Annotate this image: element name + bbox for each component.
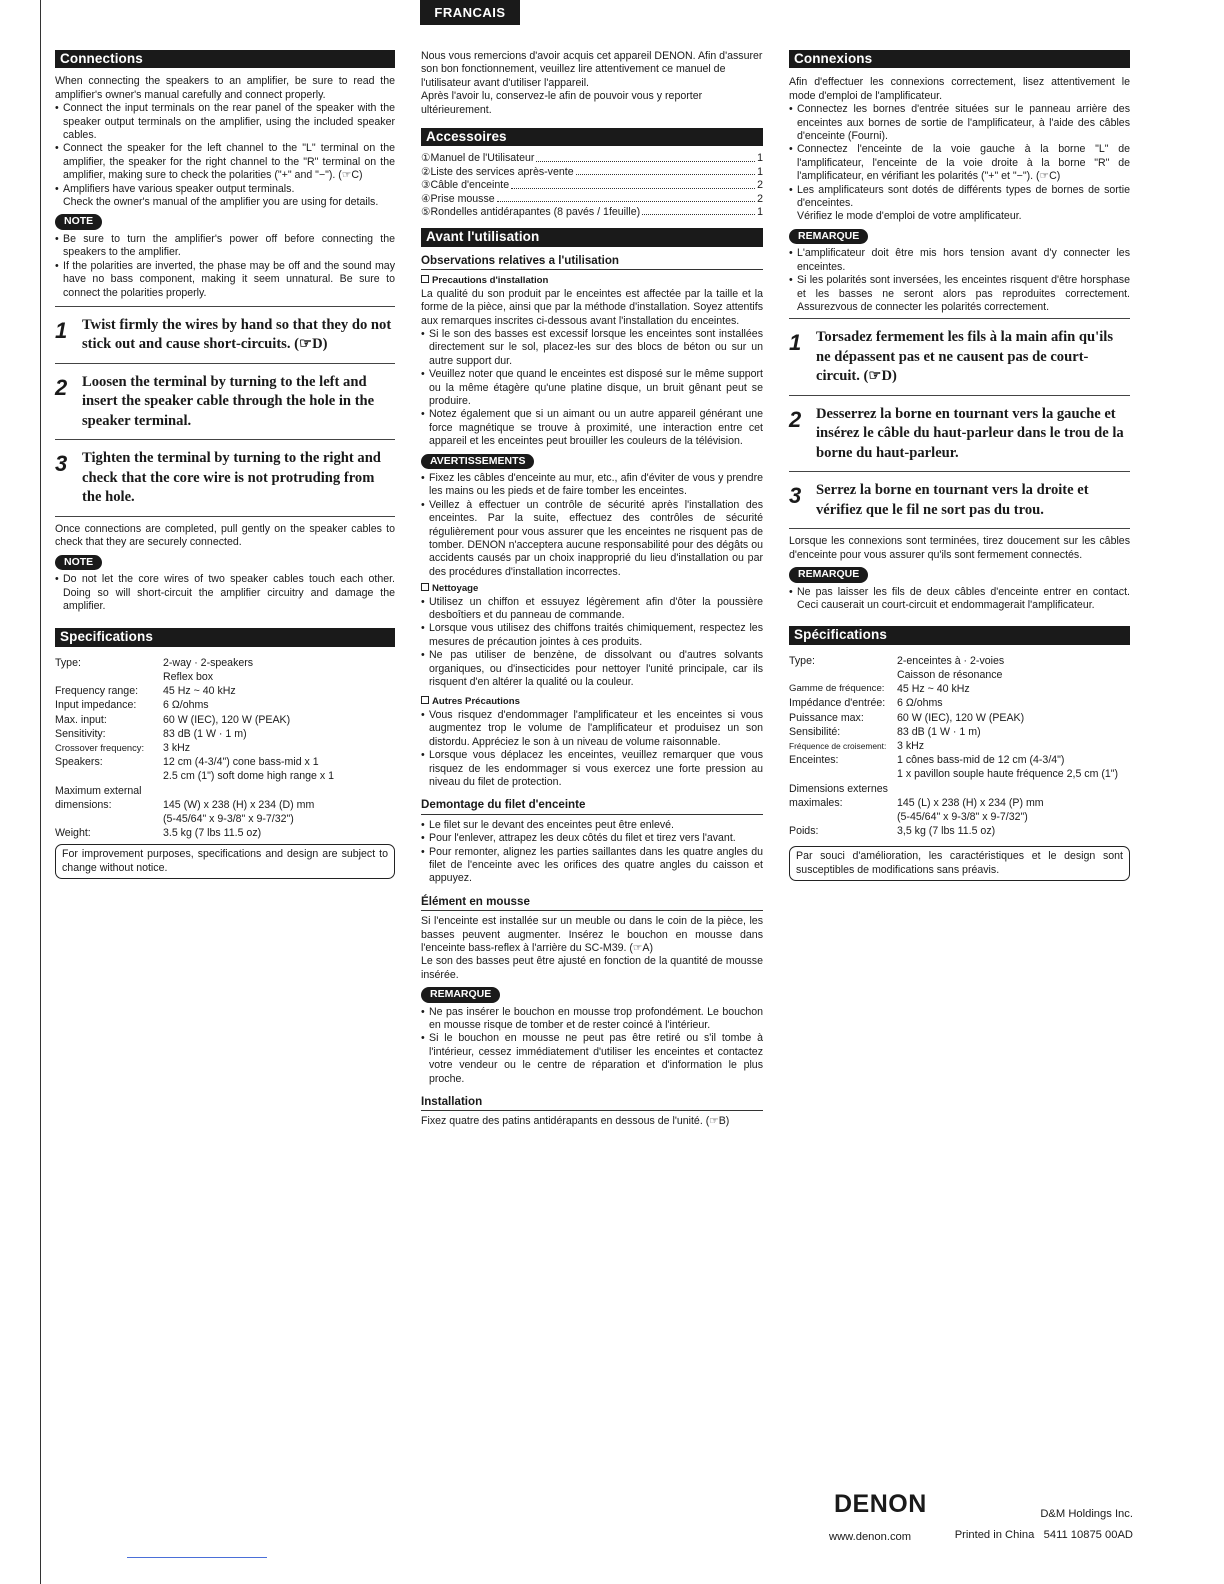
note-bullets xyxy=(55,573,395,613)
filet-bullets xyxy=(421,819,763,886)
spec-key: Weight: xyxy=(55,827,91,840)
spec-value: 1 cônes bass-mid de 12 cm (4-3/4") 1 x pavillon souple haute fréquence 2,5 cm (1") xyxy=(897,754,1119,781)
accessory-label: ⑤Rondelles antidérapantes (8 pavés / 1feuille) xyxy=(421,206,641,219)
step-text: Desserrez la borne en tournant vers la gauche et insérez le câble du haut-parleur dans le trou de la borne du haut-parleur. xyxy=(816,405,1124,461)
language-tab: FRANCAIS xyxy=(420,0,520,25)
list-item: • Do not let the core wires of two speaker cables touch each other. Doing so will short-circuit the amplifier circuitry and damage the amplifier. xyxy=(55,573,395,613)
spec-value: 3,5 kg (7 lbs 11.5 oz) xyxy=(897,825,996,838)
connections-heading: Connections xyxy=(55,50,395,68)
mousse-heading: Élément en mousse xyxy=(421,895,763,911)
table-row xyxy=(789,725,1130,739)
table-row xyxy=(789,711,1130,725)
table-row xyxy=(55,727,395,741)
table-row xyxy=(55,826,395,840)
spec-key: Puissance max: xyxy=(789,711,864,724)
list-item xyxy=(421,179,763,192)
spec-key: Type: xyxy=(789,654,815,667)
checkbox-square-icon xyxy=(421,275,429,283)
spec-key: Dimensions externes maximales: xyxy=(789,782,888,809)
list-item: • Ne pas insérer le bouchon en mousse trop profondément. Le bouchon en mousse risque de tomber et de rester coincé à l'intérieur. xyxy=(421,1006,763,1033)
step-number: 1 xyxy=(55,317,68,343)
list-item: • Si les polarités sont inversées, les enceintes risquent d'être horsphase et les basses ne seront alors pas reproduites correctement. Assurezvous de connecter les polarités correctement. xyxy=(789,274,1130,314)
spec-value: 3 kHz xyxy=(897,739,925,752)
step-number: 3 xyxy=(789,483,802,509)
precautions-text: La qualité du son produit par le enceintes est affectée par la taille et la forme de la pièce, ainsi que par la méthode d'installation. Soyez attentifs aux remarques inscrites ci-dessous avant l'installation du enceintes. xyxy=(421,287,763,327)
list-item: • Connect the speaker for the left channel to the "L" terminal on the amplifier, the speaker for the right channel to the "R" terminal on the amplifier, making sure to check the polarities ("+" and "−"). (☞C) xyxy=(55,142,395,182)
spec-key: Type: xyxy=(55,656,81,669)
list-item: • Connectez les bornes d'entrée situées sur le panneau arrière des enceintes aux bornes de sortie de l'amplificateur, à l'aide des câbles d'enceinte (Fourni). xyxy=(789,103,1130,143)
installation-heading: Installation xyxy=(421,1095,763,1111)
list-item xyxy=(421,166,763,179)
step-text: Serrez la borne en tournant vers la droite et vérifiez que le fil ne sort pas du trou. xyxy=(816,482,1089,518)
note-badge: NOTE xyxy=(55,555,102,570)
spec-value: 2-enceintes à · 2-voies Caisson de résonance xyxy=(897,654,1005,681)
step-1 xyxy=(789,318,1130,395)
precautions-bullets xyxy=(421,328,763,449)
table-row xyxy=(789,682,1130,696)
table-row xyxy=(55,684,395,698)
list-item xyxy=(421,193,763,206)
autres-heading xyxy=(421,695,763,708)
after-steps-text: Once connections are completed, pull gently on the speaker cables to check that they are securely connected. xyxy=(55,522,395,549)
spec-key: Speakers: xyxy=(55,756,103,769)
denon-logo: DENON xyxy=(834,1490,927,1518)
divider xyxy=(789,528,1130,529)
list-item: • Veuillez noter que quand le enceintes est disposé sur le même support ou la même étagère qu'une platine disque, un bruit gênant peut se produire. xyxy=(421,368,763,408)
table-row xyxy=(55,784,395,827)
step-2 xyxy=(55,363,395,440)
list-item: • Be sure to turn the amplifier's power off before connecting the speakers to the amplifier. xyxy=(55,233,395,260)
accessory-qty: 2 xyxy=(757,179,763,192)
specs-table xyxy=(789,654,1130,839)
connexion-bullets xyxy=(789,103,1130,224)
blue-underline xyxy=(127,1557,267,1558)
english-column xyxy=(55,50,395,879)
list-item: • Lorsque vous déplacez les enceintes, veuillez remarquer que vous risquez de les endommager si vous exercez une forte pression au niveau du filet de protection. xyxy=(421,749,763,789)
table-row xyxy=(55,656,395,684)
list-item: • L'amplificateur doit être mis hors tension avant d'y connecter les enceintes. xyxy=(789,247,1130,274)
left-margin-line xyxy=(40,0,41,1584)
remarque-bullets xyxy=(789,247,1130,314)
list-item: • Le filet sur le devant des enceintes peut être enlevé. xyxy=(421,819,763,832)
spec-key: Enceintes: xyxy=(789,754,839,767)
table-row xyxy=(789,782,1130,825)
accessory-label: ④Prise mousse xyxy=(421,192,495,205)
list-item: • Amplifiers have various speaker output terminals. Check the owner's manual of the amplifier you are using for details. xyxy=(55,183,395,210)
spec-key: Sensibilité: xyxy=(789,725,841,738)
list-item: • Lorsque vous utilisez des chiffons traités chimiquement, respectez les mesures de précaution jointes à ces produits. xyxy=(421,622,763,649)
website-link[interactable]: www.denon.com xyxy=(829,1531,912,1543)
subheading-label: Autres Précautions xyxy=(432,696,520,708)
step-number: 1 xyxy=(789,330,802,356)
spec-value: 145 (W) x 238 (H) x 234 (D) mm (5-45/64" x 9-3/8" x 9-7/32") xyxy=(163,798,315,825)
note-badge: NOTE xyxy=(55,214,102,229)
footer xyxy=(829,1490,1139,1558)
accessory-label: ①Manuel de l'Utilisateur xyxy=(421,152,535,165)
table-row xyxy=(789,824,1130,838)
connexions-heading: Connexions xyxy=(789,50,1130,68)
table-row xyxy=(55,698,395,712)
filet-heading: Demontage du filet d'enceinte xyxy=(421,798,763,814)
accessory-label: ③Câble d'enceinte xyxy=(421,179,510,192)
list-item: • Vous risquez d'endommager l'amplificateur et les enceintes si vous augmentez trop le volume de l'amplificateur et produisez un son distordu. Appréciez le son à un niveau de volume raisonnable. xyxy=(421,709,763,749)
list-item: • Si le son des basses est excessif lorsque les enceintes sont installées directement sur le sol, placez-les sur des blocs de béton ou sur un autre support dur. xyxy=(421,328,763,368)
spec-value: 60 W (IEC), 120 W (PEAK) xyxy=(897,711,1025,724)
step-3 xyxy=(789,471,1130,528)
list-item: • Si le bouchon en mousse ne peut pas être retiré ou s'il tombe à l'intérieur, cessez immédiatement d'utiliser les enceintes et contactez votre vendeur ou le centre de réparation et d'information le plus proche. xyxy=(421,1032,763,1086)
step-text: Twist firmly the wires by hand so that they do not stick out and cause short-circuits. (☞D) xyxy=(82,316,392,353)
table-row xyxy=(789,753,1130,781)
french-right-column xyxy=(789,50,1130,881)
connection-bullets xyxy=(55,102,395,209)
list-item: • Pour remonter, alignez les parties saillantes dans les quatre angles du filet de l'enceinte avec les orifices des quatre angles du caisson et appuyez. xyxy=(421,846,763,886)
spec-value: 45 Hz ~ 40 kHz xyxy=(163,685,236,698)
intro-text: Afin d'effectuer les connexions correctement, lisez attentivement le mode d'emploi de l'amplificateur. xyxy=(789,76,1130,102)
spec-value: 3.5 kg (7 lbs 11.5 oz) xyxy=(163,827,262,840)
table-row xyxy=(789,696,1130,710)
note-bullets xyxy=(55,233,395,300)
list-item: • Fixez les câbles d'enceinte au mur, etc., afin d'éviter de vous y prendre les mains ou les pieds et de faire tomber les enceintes. xyxy=(421,472,763,499)
avertissements-bullets xyxy=(421,472,763,579)
accessories-heading: Accessoires xyxy=(421,128,763,146)
spec-key: Impédance d'entrée: xyxy=(789,697,886,710)
nettoyage-bullets xyxy=(421,596,763,690)
spec-key: Input impedance: xyxy=(55,699,137,712)
spec-value: 83 dB (1 W · 1 m) xyxy=(897,725,981,738)
specifications-heading: Specifications xyxy=(55,628,395,646)
subheading-label: Precautions d'installation xyxy=(432,275,549,287)
remarque-badge: REMARQUE xyxy=(789,229,868,244)
remarque-badge: REMARQUE xyxy=(789,567,868,582)
company-name: D&M Holdings Inc. xyxy=(1040,1508,1133,1520)
nettoyage-heading xyxy=(421,582,763,595)
checkbox-square-icon xyxy=(421,696,429,704)
spec-key: Gamme de fréquence: xyxy=(789,683,885,695)
list-item: • Connectez l'enceinte de la voie gauche à la borne "L" de l'amplificateur, l'enceinte de la voie droite à la borne "R" de l'amplificateur, en vérifiant les polarités ("+" et "−"). (☞C) xyxy=(789,143,1130,183)
after-steps-text: Lorsque les connexions sont terminées, tirez doucement sur les câbles d'enceinte pour vous assurer qu'ils sont fermement connectés. xyxy=(789,535,1130,561)
spec-value: 6 Ω/ohms xyxy=(897,697,943,710)
list-item xyxy=(421,152,763,165)
spec-value: 3 kHz xyxy=(163,741,191,754)
checkbox-square-icon xyxy=(421,583,429,591)
step-2 xyxy=(789,395,1130,472)
product-code: 5411 10875 00AD xyxy=(1043,1529,1133,1541)
spec-key: Maximum external dimensions: xyxy=(55,784,142,811)
table-row xyxy=(789,739,1130,753)
precautions-heading xyxy=(421,274,763,287)
accessory-qty: 1 xyxy=(757,165,763,178)
avertissements-badge: AVERTISSEMENTS xyxy=(421,454,534,469)
specifications-heading: Spécifications xyxy=(789,626,1130,644)
spec-value: 83 dB (1 W · 1 m) xyxy=(163,727,247,740)
step-text: Tighten the terminal by turning to the right and check that the core wire is not protruding from the hole. xyxy=(82,450,381,506)
remarque-badge: REMARQUE xyxy=(421,987,500,1002)
table-row xyxy=(789,654,1130,682)
list-item xyxy=(421,206,763,219)
installation-text: Fixez quatre des patins antidérapants en dessous de l'unité. (☞B) xyxy=(421,1115,730,1128)
accessory-label: ②Liste des services après-vente xyxy=(421,165,574,178)
spec-key: Crossover frequency: xyxy=(55,741,145,753)
remarque-bullets xyxy=(789,586,1130,613)
table-row xyxy=(55,755,395,783)
list-item: • Veillez à effectuer un contrôle de sécurité après l'installation des enceintes. Par la suite, effectuez des contrôles de sécurité régulièrement pour vous assurer que les enceintes ne risquent pas de tomber. DENON n'acceptera aucune responsabilité pour des dégâts ou accidents causés par un choix inapproprié du lieu d'installation ou par des procédures d'installation incorrectes. xyxy=(421,499,763,579)
spec-value: 6 Ω/ohms xyxy=(163,699,209,712)
thank-you-text: Nous vous remercions d'avoir acquis cet appareil DENON. Afin d'assurer son bon fonctionnement, veuillez lire attentivement ce manuel de l'utilisateur avant d'utiliser l'appareil. Après l'avoir lu, conservez-le afin de pouvoir vous y reporter ultérieurement. xyxy=(421,50,763,116)
spec-value: 45 Hz ~ 40 kHz xyxy=(897,683,970,696)
accessory-qty: 1 xyxy=(757,152,763,165)
spec-key: Fréquence de croisement: xyxy=(789,740,887,751)
step-text: Loosen the terminal by turning to the left and insert the speaker cable through the hole in the speaker terminal. xyxy=(82,373,375,429)
improvement-note-box: For improvement purposes, specifications and design are subject to change without notice. xyxy=(55,844,395,879)
step-text: Torsadez fermement les fils à la main afin qu'ils ne dépassent pas et ne causent pas de court-circuit. (☞D) xyxy=(816,329,1113,385)
mousse-text: Si l'enceinte est installée sur un meuble ou dans le coin de la pièce, les basses peuvent augmenter. Insérez le bouchon en mousse dans l'enceinte bass-reflex à l'arrière du SC-M39. (☞A) Le son des basses peut être ajusté en fonction de la quantité de mousse insérée. xyxy=(421,915,763,981)
intro-text: When connecting the speakers to an amplifier, be sure to read the amplifier's owner's manual carefully and connect properly. xyxy=(55,75,395,101)
autres-bullets xyxy=(421,709,763,789)
spec-value: 2-way · 2-speakers Reflex box xyxy=(163,656,254,683)
spec-key: Poids: xyxy=(789,825,819,838)
table-row xyxy=(55,713,395,727)
list-item: • Ne pas laisser les fils de deux câbles d'enceinte entrer en contact. Ceci causerait un court-circuit et endommagerait l'amplificateur. xyxy=(789,586,1130,613)
accessory-qty: 1 xyxy=(757,206,763,219)
list-item: • Utilisez un chiffon et essuyez légèrement afin d'ôter la poussière desboîtiers et du panneau de commande. xyxy=(421,596,763,623)
step-3 xyxy=(55,439,395,516)
step-number: 3 xyxy=(55,451,68,477)
specs-table xyxy=(55,656,395,841)
spec-value: 12 cm (4-3/4") cone bass-mid x 1 2.5 cm (1") soft dome high range x 1 xyxy=(163,756,334,783)
list-item: • Ne pas utiliser de benzène, de dissolvant ou d'autres solvants organiques, ou d'insecticides pour nettoyer l'unité principale, car ils risquent d'en altérer la qualité ou la couleur. xyxy=(421,649,763,689)
remarque-bullets xyxy=(421,1006,763,1086)
spec-key: Sensitivity: xyxy=(55,727,106,740)
accessory-qty: 2 xyxy=(757,192,763,205)
list-item: • Notez également que si un aimant ou un autre appareil générant une force magnétique se trouve à proximité, une interaction entre cet appareil et les enceintes peut brouiller les couleurs de la télévision. xyxy=(421,408,763,448)
spec-value: 145 (L) x 238 (H) x 234 (P) mm (5-45/64" x 9-3/8" x 9-7/32") xyxy=(897,796,1044,823)
improvement-note-box: Par souci d'amélioration, les caractéristiques et le design sont susceptibles de modifications sans préavis. xyxy=(789,846,1130,881)
list-item: • Pour l'enlever, attrapez les deux côtés du filet et tirez vers l'avant. xyxy=(421,832,763,845)
divider xyxy=(55,516,395,517)
step-number: 2 xyxy=(55,374,68,400)
subheading-label: Nettoyage xyxy=(432,583,479,595)
print-info xyxy=(955,1529,1133,1542)
observations-heading: Observations relatives a l'utilisation xyxy=(421,254,763,270)
list-item: • Connect the input terminals on the rear panel of the speaker with the speaker output terminals on the amplifier, using the included speaker cables. xyxy=(55,102,395,142)
spec-key: Frequency range: xyxy=(55,685,139,698)
accessories-list xyxy=(421,152,763,219)
printed-in: Printed in China xyxy=(954,1529,1035,1541)
avant-heading: Avant l'utilisation xyxy=(421,228,763,246)
step-number: 2 xyxy=(789,406,802,432)
table-row xyxy=(55,741,395,755)
spec-value: 60 W (IEC), 120 W (PEAK) xyxy=(163,713,291,726)
list-item: • Les amplificateurs sont dotés de différents types de bornes de sortie d'enceintes. Vérifiez le mode d'emploi de votre amplificateur. xyxy=(789,184,1130,224)
french-middle-column xyxy=(421,50,763,1129)
step-1 xyxy=(55,306,395,363)
list-item: • If the polarities are inverted, the phase may be off and the sound may have no bass component, making it seem unnatural. Be sure to connect the polarities properly. xyxy=(55,260,395,300)
spec-key: Max. input: xyxy=(55,713,107,726)
